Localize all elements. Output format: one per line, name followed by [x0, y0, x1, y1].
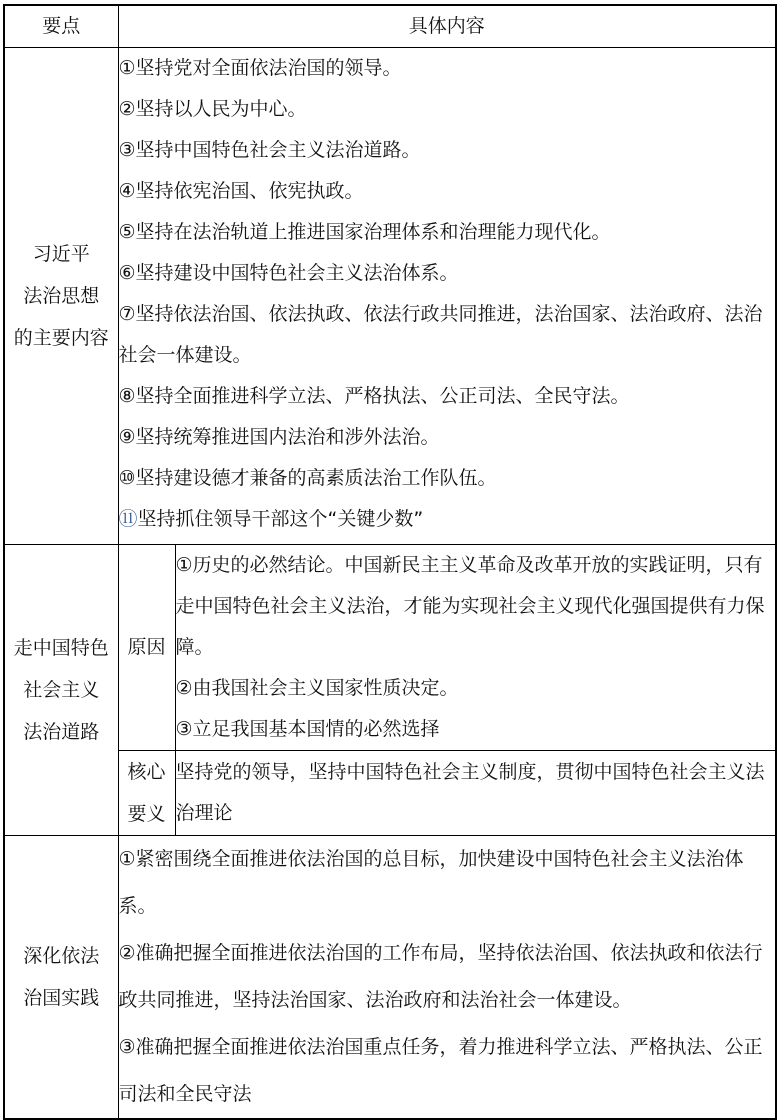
item-number-marker: ⑧: [118, 384, 136, 407]
item-number-marker: ⑩: [118, 466, 136, 489]
content-item: [119, 253, 776, 294]
content-item: [176, 545, 776, 668]
item-text: 紧密围绕全面推进依法治国的总目标，加快建设中国特色社会主义法治体系。: [118, 847, 744, 917]
item-text: 坚持建设德才兼备的高素质法治工作队伍。: [135, 466, 497, 489]
item-number-marker: ③: [118, 138, 136, 161]
content-item: [119, 171, 776, 212]
item-number-marker: ①: [118, 847, 136, 870]
key-line: 深化依法: [23, 944, 100, 967]
item-number-marker: ③: [118, 1035, 136, 1058]
row-deepen-practice: [4, 835, 776, 1119]
content-item: [119, 212, 776, 253]
key-cell-chinese-rule-of-law-path: [4, 544, 118, 835]
law-thought-summary-table: [3, 4, 777, 1120]
key-line: 原因: [127, 636, 166, 658]
content-item: [119, 930, 776, 1024]
item-text: 坚持全面推进科学立法、严格执法、公正司法、全民守法。: [135, 384, 630, 407]
item-number-marker: ②: [118, 941, 136, 964]
key-line: 法治思想: [23, 284, 100, 307]
item-text: 坚持党对全面依法治国的领导。: [135, 56, 402, 79]
key-line: 走中国特色: [13, 636, 109, 659]
subkey-cell-core-essence: [118, 750, 175, 835]
subkey-cell-reason: [118, 544, 175, 750]
content-item: [176, 668, 776, 709]
content-cell-reason-items: [175, 544, 776, 750]
content-item: [119, 376, 776, 417]
item-text: 坚持依法治国、依法执政、依法行政共同推进，法治国家、法治政府、法治社会一体建设。: [118, 302, 763, 366]
item-number-marker: ③: [175, 717, 193, 740]
item-text: 准确把握全面推进依法治国的工作布局，坚持依法治国、依法执政和依法行政共同推进，坚持法治国家、法治政府和法治社会一体建设。: [118, 941, 763, 1011]
item-text: 坚持以人民为中心。: [135, 97, 307, 120]
content-item: [119, 836, 776, 930]
item-number-marker: ⑨: [118, 425, 136, 448]
row-main-content: [4, 47, 776, 544]
item-text: 准确把握全面推进依法治国重点任务，着力推进科学立法、严格执法、公正司法和全民守法: [118, 1035, 763, 1105]
item-text: 由我国社会主义国家性质决定。: [192, 676, 459, 699]
content-item: [119, 458, 776, 499]
key-line: 核心: [127, 760, 166, 783]
key-line: 习近平: [32, 242, 90, 265]
header-specific-content: 具体内容: [118, 5, 776, 47]
content-item: [119, 499, 776, 540]
table-header-row: [4, 5, 776, 47]
content-cell-main-items: [118, 47, 776, 544]
key-line: 治国实践: [23, 986, 100, 1009]
item-text: 坚持在法治轨道上推进国家治理体系和治理能力现代化。: [135, 220, 611, 243]
item-number-marker: ②: [118, 97, 136, 120]
key-line: 社会主义: [23, 678, 100, 701]
item-text: 立足我国基本国情的必然选择: [192, 717, 440, 740]
content-item: [119, 48, 776, 89]
content-item: [119, 89, 776, 130]
item-number-marker: ①: [118, 56, 136, 79]
header-key-points: 要点: [4, 5, 118, 47]
content-item: [176, 709, 776, 750]
item-text: 历史的必然结论。中国新民主主义革命及改革开放的实践证明，只有走中国特色社会主义法治，才能为实现社会主义现代化强国提供有力保障。: [175, 553, 765, 658]
item-number-marker: ②: [175, 676, 193, 699]
item-number-marker: ⑤: [118, 220, 136, 243]
content-cell-deepen-items: [118, 835, 776, 1119]
key-cell-xi-law-thought: [4, 47, 118, 544]
item-number-marker: ④: [118, 179, 136, 202]
item-number-marker: ⑪: [118, 507, 138, 530]
item-text: 坚持依宪治国、依宪执政。: [135, 179, 364, 202]
content-item: [119, 1024, 776, 1118]
content-cell-core-essence: 坚持党的领导，坚持中国特色社会主义制度，贯彻中国特色社会主义法治理论: [175, 750, 776, 835]
row-core-essence: [4, 750, 776, 835]
item-text: 坚持中国特色社会主义法治道路。: [135, 138, 421, 161]
row-reason: [4, 544, 776, 750]
key-cell-deepen-practice: [4, 835, 118, 1119]
key-line: 要义: [127, 802, 166, 825]
item-number-marker: ⑥: [118, 261, 136, 284]
content-item: [119, 130, 776, 171]
item-text: 坚持统筹推进国内法治和涉外法治。: [135, 425, 440, 448]
content-item: [119, 417, 776, 458]
content-item: [119, 294, 776, 376]
item-text: 坚持抓住领导干部这个“关键少数”: [137, 507, 424, 530]
item-text: 坚持建设中国特色社会主义法治体系。: [135, 261, 459, 284]
item-number-marker: ⑦: [118, 302, 136, 325]
key-line: 法治道路: [23, 720, 100, 743]
key-line: 的主要内容: [13, 326, 109, 349]
item-number-marker: ①: [175, 553, 193, 576]
